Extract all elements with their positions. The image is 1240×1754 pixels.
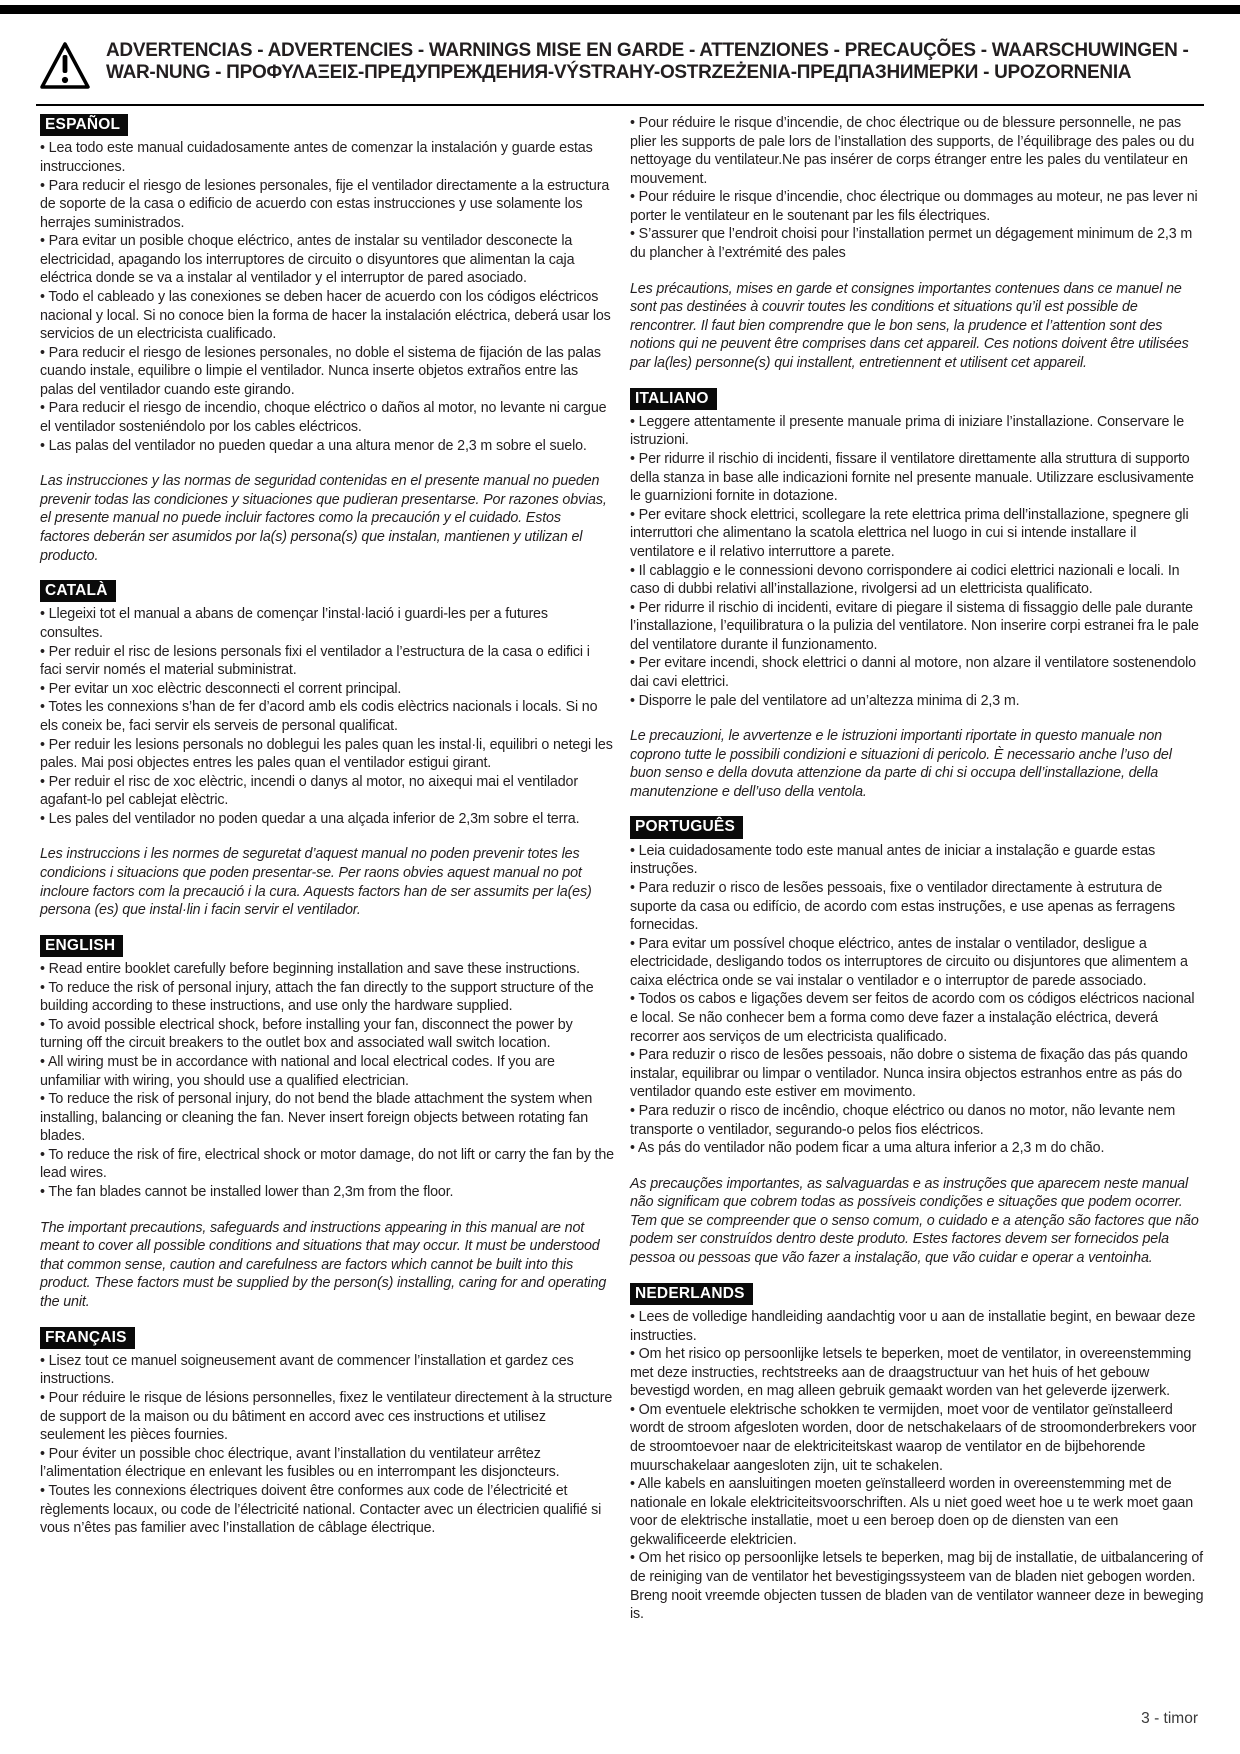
language-section-label: ENGLISH [40,935,123,957]
bullet-item: • Todo el cableado y las conexiones se deben hacer de acuerdo con los códigos eléctricos nacional y local. Si no conoce bien la forma de hacer la instalación eléctrica, deberá usar los servicios de un electricista cualificado. [40,289,611,343]
bullet-item: • Per evitare shock elettrici, scollegare la rete elettrica prima dell’installazione, spegnere gli interruttori che alimentano la scatola elettrica nel luogo in cui si intende installare il ventilatore e il relativo interruttore a parete. [630,506,1189,560]
bullet-item: • The fan blades cannot be installed lower than 2,3m from the floor. [40,1184,454,1201]
bullet-item: • Para reducir el riesgo de lesiones personales, fije el ventilador directamente a la estructura de soporte de la casa o edificio de acuerdo con estas instrucciones y use solamente los herrajes suministrados. [40,177,610,231]
bullet-item: • To reduce the risk of fire, electrical shock or motor damage, do not lift or carry the fan by the lead wires. [40,1146,614,1182]
bullet-item: • Toutes les connexions électriques doivent être conformes aux code de l’électricité et règlements locaux, ou code de l’électricité national. Contacter avec un électricien qualifié si vous n’êtes pas familier avec l’installation de câblage électrique. [40,1482,602,1537]
bullet-item: • Pour réduire le risque de lésions personnelles, fixez le ventilateur directement à la structure de support de la maison ou du bâtiment en accord avec ces instructions et utilisez seulement les pièces fournies. [40,1390,613,1444]
bullet-item: • Les pales del ventilador no poden quedar a una alçada inferior de 2,3m sobre el terra. [40,810,580,827]
language-section-label: PORTUGUÊS [630,816,743,838]
bullet-item: • Lisez tout ce manuel soigneusement avant de commencer l’installation et gardez ces instructions. [40,1352,574,1388]
bullet-item: • All wiring must be in accordance with national and local electrical codes. If you are unfamiliar with wiring, you should use a qualified electrician. [40,1053,555,1089]
bullet-item: • Pour réduire le risque d’incendie, de choc électrique ou de blessure personnelle, ne pas plier les supports de pale lors de l’installation des supports, de l’équilibrage des pales ou du nettoyage du ventilateur.Ne pas insérer de corps étranger entre les pales du ventilateur en mouvement. [630,115,1195,187]
bullet-item: • Para evitar un posible choque eléctrico, antes de instalar su ventilador desconecte la electricidad, apagando los interruptores de circuito o disyuntores que alimentan la caja eléctrica donde se va a instalar al ventilador y el interruptor de pared asociado. [40,233,575,287]
bullet-item: • Totes les connexions s’han de fer d’acord amb els codis elèctrics nacionals i locals. Si no els coneix be, faci servir els serveis de personal qualificat. [40,699,598,734]
disclaimer-paragraph: Les instruccions i les normes de seguretat d’aquest manual no poden prevenir totes les condicions i situacions que poden presentar-se. Per raons obvies aquest manual no pot incloure factors com la precaució i la cura. Aquests factors han de ser assumits per la(es) persona (es) que instal·lin i facin servir el ventilador. [40,846,592,919]
bullet-item: • Para reducir el riesgo de incendio, choque eléctrico o daños al motor, no levante ni cargue el ventilador sosteniéndolo por los cables eléctricos. [40,400,607,436]
bullet-item: • Per evitare incendi, shock elettrici o danni al motore, non alzare il ventilatore sostenendolo dai cavi elettrici. [630,655,1196,690]
bullet-item: • Para reduzir o risco de lesões pessoais, não dobre o sistema de fixação das pás quando instalar, equilibrar ou limpar o ventilador. Nunca insira objectos estranhos entre as pás do ventilador quando este estiver em movimento. [630,1047,1188,1101]
exclamation-triangle-icon [40,42,90,95]
bullet-item: • Leggere attentamente il presente manuale prima di iniziare l’installazione. Conservare le istruzioni. [630,413,1185,449]
bullet-item: • S’assurer que l’endroit choisi pour l’installation permet un dégagement minimum de 2,3 m du plancher à l’extrémité des pales [630,226,1193,262]
bullet-item: • As pás do ventilador não podem ficar a uma altura inferior a 2,3 m do chão. [630,1140,1105,1157]
disclaimer-paragraph: The important precautions, safeguards and instructions appearing in this manual are not meant to cover all possible conditions and situations that may occur. It must be understood that common sense, caution and carefulness are factors which cannot be built into this product. These factors must be supplied by the person(s) installing, caring for and operating the unit. [40,1219,607,1310]
text-column [630,114,1204,1624]
bullet-item: • Las palas del ventilador no pueden quedar a una altura menor de 2,3 m sobre el suelo. [40,437,587,454]
bullet-item: • Disporre le pale del ventilatore ad un’altezza minima di 2,3 m. [630,692,1020,709]
disclaimer-paragraph: Le precauzioni, le avvertenze e le istruzioni importanti riportate in questo manuale non coprono tutte le possibili condizioni e situazioni di pericolo. È necessario anche l’uso del buon senso e della dovuta attenzione da parte di chi si occupa dell’installazione, della manutenzione e dell’uso della ventola. [630,728,1172,800]
disclaimer-paragraph: Las instrucciones y las normas de seguridad contenidas en el presente manual no pueden prevenir todas las condiciones y situaciones que pudieran presentarse. Por razones obvias, el presente manual no puede incluir factores como la precaución y el cuidado. Estos factores deberán ser asumidos por la(s) persona(s) que instalan, mantienen y utilizan el producto. [40,473,607,564]
bullet-item: • Leia cuidadosamente todo este manual antes de iniciar a instalação e guarde estas instruções. [630,842,1156,878]
language-section-label: ESPAÑOL [40,114,128,136]
bullet-item: • Alle kabels en aansluitingen moeten geïnstalleerd worden in overeenstemming met de nationale en lokale elektriciteitsvoorschriften. Als u niet goed weet hoe u te werk moet gaan voor de elektrische installatie, moet u een beroep doen op de diensten van een gekwalificeerde elektricien. [630,1476,1194,1548]
page-number-label: 3 - timor [1141,1710,1198,1727]
warnings-header [0,0,1240,95]
bullet-item: • Om het risico op persoonlijke letsels te beperken, moet de ventilator, in overeenstemming met deze instructies, rechtstreeks aan de draagstructuur van het huis of het gebouw bevestigd worden, en mag alleen gebruik gemaakt worden van het geleverde ijzerwerk. [630,1346,1192,1400]
language-section-label: NEDERLANDS [630,1283,753,1305]
bullet-item: • To reduce the risk of personal injury, attach the fan directly to the support structure of the building according to these instructions, and use only the hardware supplied. [40,979,594,1015]
disclaimer-paragraph: As precauções importantes, as salvaguardas e as instruções que aparecem neste manual não significam que cobrem todas as possíveis condições e situações que podem ocorrer. Tem que se compreender que o senso comum, o cuidado e a atenção são factores que não podem ser construídos dentro deste produto. Estes factores devem ser fornecidos pela pessoa ou pessoas que vão fazer a instalação, que vão cuidar e operar a ventoinha. [630,1175,1199,1266]
bullet-item: • Per ridurre il rischio di incidenti, fissare il ventilatore direttamente alla struttura di supporto della stanza in base alle indicazioni fornite nel presente manuale. Utilizzare esclusivamente le guarnizioni fornite in dotazione. [630,451,1194,505]
disclaimer-paragraph: Les précautions, mises en garde et consignes importantes contenues dans ce manuel ne sont pas destinées à couvrir toutes les conditions et situations qu’il est possible de rencontrer. Il faut bien comprendre que le bon sens, la prudence et l’attention sont des notions qui ne peuvent être comprises dans cet appareil. Ces notions doivent être utilisées par la(les) personne(s) qui installent, entretiennent et utilisent cet appareil. [630,280,1189,371]
bullet-item: • Per ridurre il rischio di incidenti, evitare di piegare il sistema di fissaggio delle pale durante l’installazione, l’equilibratura o la pulizia del ventilatore. Non inserire corpi estranei fra le pale del ventilatore durante il funzionamento. [630,599,1199,653]
content-columns [0,106,1240,1624]
bullet-item: • Pour éviter un possible choc électrique, avant l’installation du ventilateur arrêtez l’alimentation électrique en enlevant les fusibles ou en interrompant les disjoncteurs. [40,1445,560,1481]
bullet-item: • Para reducir el riesgo de lesiones personales, no doble el sistema de fijación de las palas cuando instale, equilibre o limpie el ventilador. Nunca inserte objetos extraños entre las palas del ventilador cuando este girando. [40,344,601,398]
bullet-item: • Lea todo este manual cuidadosamente antes de comenzar la instalación y guarde estas instrucciones. [40,140,593,175]
bullet-item: • Read entire booklet carefully before beginning installation and save these instructions. [40,961,580,978]
bullet-item: • Om eventuele elektrische schokken te vermijden, moet voor de ventilator geïnstalleerd wordt de stroom afgesloten worden, door de netschakelaars of de stroomonderbrekers voor de stroomtoevoer naar de elektriciteitskast waarop de ventilator en de bijbehorende muurschakelaar aangesloten zijn, uit te schakelen. [630,1401,1197,1474]
language-section-label: CATALÀ [40,580,116,602]
bullet-item: • Il cablaggio e le connessioni devono corrispondere ai codici elettrici nazionali e locali. In caso di dubbi relativi all’installazione, rivolgersi ad un elettricista qualificato. [630,562,1180,598]
warnings-title: ADVERTENCIAS - ADVERTENCIES - WARNINGS MISE EN GARDE - ATTENZIONES - PRECAUÇÕES - WAARSCHUWINGEN - WAR-NUNG - ΠΡΟΦΥΛΑΞΕΙΣ-ПРЕДУПРЕЖДЕНИЯ-VÝSTRAHY-OSTRZEŻENIA-ПРЕДПАЗНИМЕРКИ - UPOZORNENIA [106,40,1189,84]
bullet-item: • Per reduir el risc de xoc elèctric, incendi o danys al motor, no aixequi mai el ventilador agafant-lo pel cablejat elèctric. [40,773,578,809]
bullet-item: • Om het risico op persoonlijke letsels te beperken, mag bij de installatie, de uitbalancering of de reiniging van de ventilator het bevestigingssysteem van de bladen niet gebogen worden. Breng nooit vreemde objecten tussen de bladen van de ventilator wanneer deze in beweging is. [630,1550,1204,1623]
top-black-bar [0,5,1240,14]
language-section-label: ITALIANO [630,388,717,410]
bullet-item: • To reduce the risk of personal injury, do not bend the blade attachment the system when installing, balancing or cleaning the fan. Never insert foreign objects between rotating fan blades. [40,1091,593,1145]
bullet-item: • Para evitar um possível choque eléctrico, antes de instalar o ventilador, desligue a electricidade, desligando todos os interruptores de circuito ou disjuntores que alimentem a caixa eléctrica onde se vai instalar o ventilador e o interruptor de parede associado. [630,935,1188,989]
bullet-item: • Para reduzir o risco de incêndio, choque eléctrico ou danos no motor, não levante nem transporte o ventilador, segurando-o pelos fios eléctricos. [630,1102,1176,1138]
bullet-item: • Per reduir el risc de lesions personals fixi el ventilador a l’estructura de la casa o edifici i faci servir només el material subministrat. [40,643,590,679]
language-section-label: FRANÇAIS [40,1327,135,1349]
bullet-item: • Todos os cabos e ligações devem ser feitos de acordo com os códigos eléctricos nacional e local. Se não conhecer bem a forma como deve fazer a instalação eléctrica, deverá recorrer aos serviços de um electricista qualificado. [630,991,1195,1045]
bullet-item: • Per evitar un xoc elèctric desconnecti el corrent principal. [40,680,402,697]
bullet-item: • Pour réduire le risque d’incendie, choc électrique ou dommages au moteur, ne pas lever ni porter le ventilateur en le soutenant par les fils électriques. [630,189,1198,224]
bullet-item: • Per reduir les lesions personals no doblegui les pales quan les instal·li, equilibri o netegi les pales. Mai posi objectes entres les pales quan el ventilador estigui girant. [40,736,613,772]
bullet-item: • Lees de volledige handleiding aandachtig voor u aan de installatie begint, en bewaar deze instructies. [630,1308,1196,1344]
text-column [40,114,614,1624]
bullet-item: • To avoid possible electrical shock, before installing your fan, disconnect the power by turning off the circuit breakers to the outlet box and associated wall switch location. [40,1016,573,1052]
bullet-item: • Para reduzir o risco de lesões pessoais, fixe o ventilador directamente à estrutura de suporte da casa ou edifício, de acordo com estas instruções, e use apenas as ferragens fornecidas. [630,879,1176,934]
bullet-item: • Llegeixi tot el manual a abans de començar l’instal·lació i guardi-les per a futures consultes. [40,606,548,642]
